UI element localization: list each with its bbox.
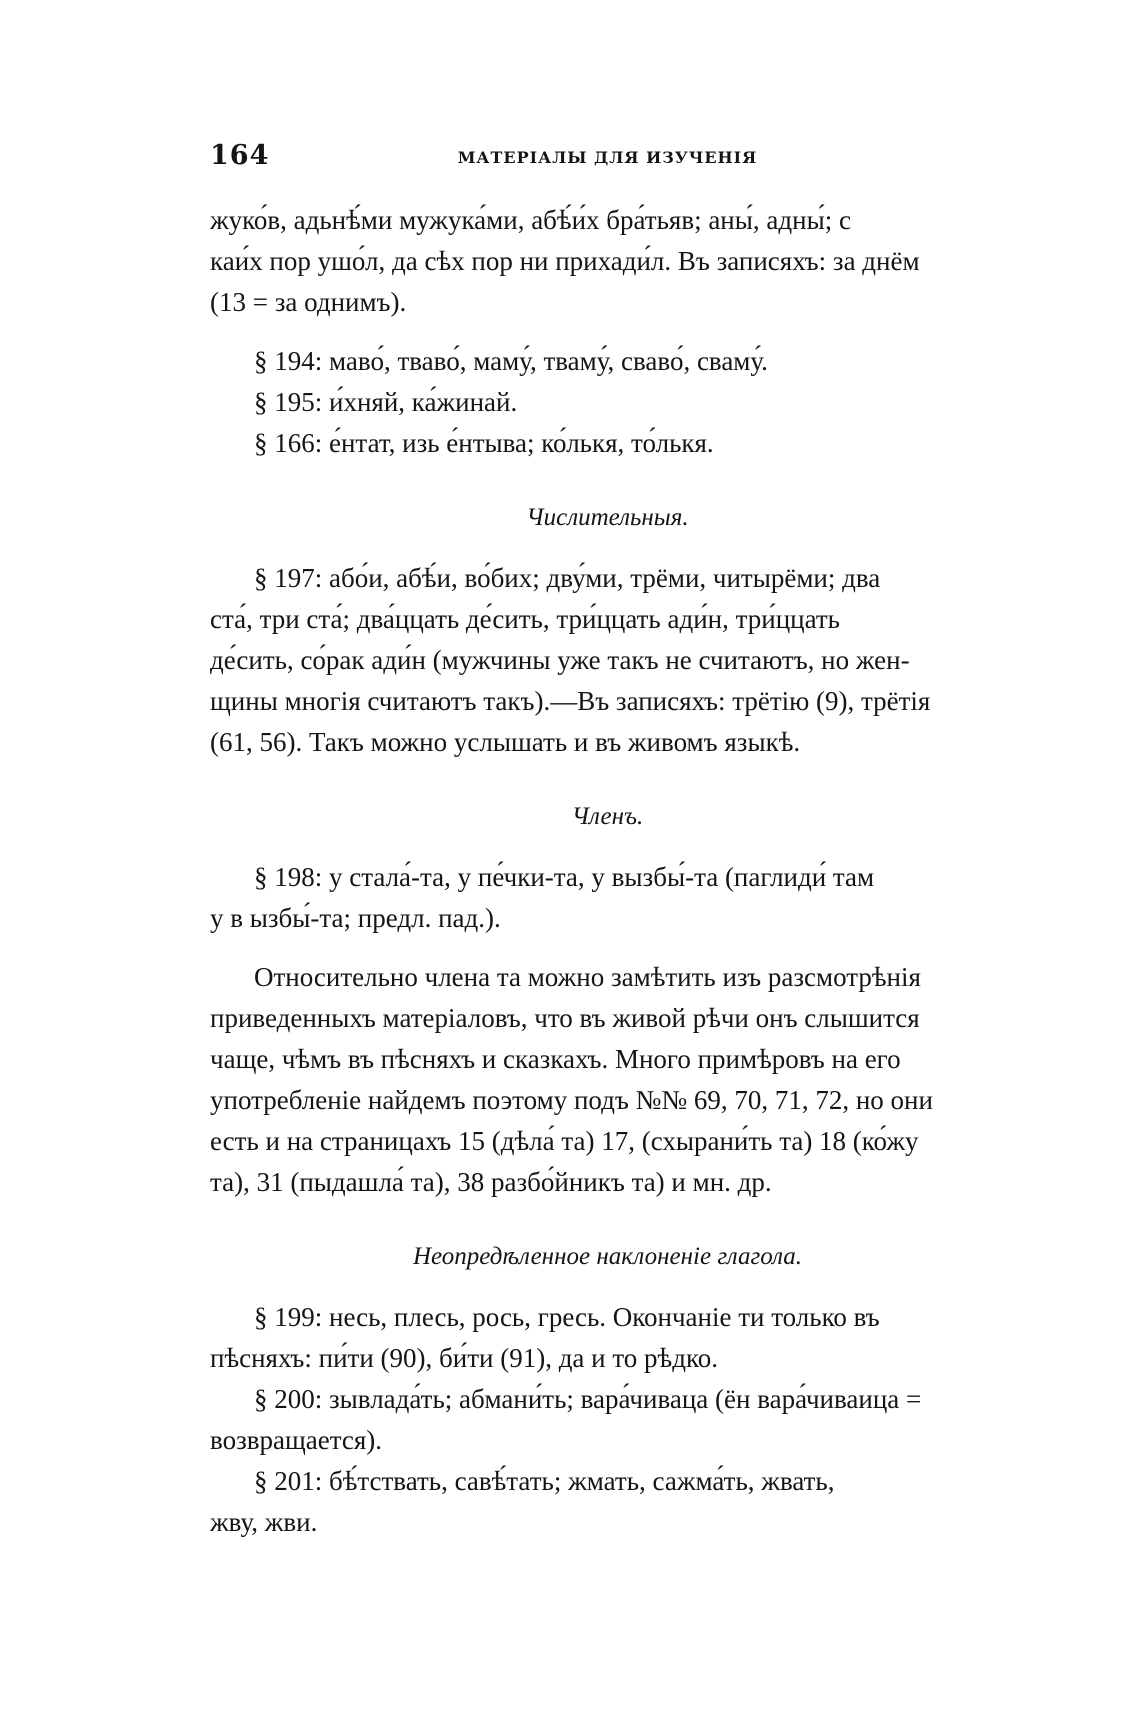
text-line: § 194: маво́, тваво́, маму́, тваму́, сваво́, сваму́.	[254, 346, 768, 376]
text-line: та), 31 (пыдашла́ та), 38 разбо́йникъ та) и мн. др.	[210, 1167, 772, 1197]
paragraph-195	[210, 382, 1005, 423]
text-line: у в ызбы́-та; предл. пад.).	[210, 903, 501, 933]
text-line: § 195: и́хняй, ка́жинай.	[254, 387, 518, 417]
text-line: § 197: або́и, абѣ́и, во́бих; дву́ми, трёми, читырёми; два	[254, 563, 881, 593]
text-line: жуко́в, адьнѣ́ми мужука́ми, абѣ́и́х бра́тьяв; аны́, адны́; с	[210, 205, 851, 235]
text-line: § 201: бѣ́тствать, савѣ́тать; жмать, сажма́ть, жвать,	[254, 1466, 835, 1496]
text-line: щины многія считаютъ такъ).—Въ записяхъ: трётію (9), трётія	[210, 686, 931, 716]
text-line: § 200: зывлада́ть; абмани́ть; вара́чиваца (ён вара́чиваица =	[254, 1384, 922, 1414]
text-line: § 198: у стала́-та, у пе́чки-та, у вызбы́-та (паглиди́ там	[254, 862, 875, 892]
text-line: каи́х пор ушо́л, да сѣх пор ни прихади́л. Въ записяхъ: за днём	[210, 246, 920, 276]
text-line: пѣсняхъ: пи́ти (90), би́ти (91), да и то рѣдко.	[210, 1343, 718, 1373]
paragraph-198	[210, 857, 1005, 939]
paragraph-201	[210, 1461, 1005, 1543]
book-page	[210, 140, 1005, 1543]
text-line: § 166: е́нтат, изь е́нтыва; ко́лькя, то́лькя.	[254, 428, 714, 458]
paragraph-194	[210, 341, 1005, 382]
intro-paragraph	[210, 200, 1005, 323]
paragraph-166	[210, 423, 1005, 464]
text-line: употребленіе найдемъ поэтому подъ №№ 69, 70, 71, 72, но они	[210, 1085, 933, 1115]
text-line: приведенныхъ матеріаловъ, что въ живой рѣчи онъ слышится	[210, 1003, 920, 1033]
paragraph-200	[210, 1379, 1005, 1461]
text-line: есть и на страницахъ 15 (дѣла́ та) 17, (схырани́ть та) 18 (ко́жу	[210, 1126, 919, 1156]
text-line: § 199: несь, плесь, рось, гресь. Окончаніе ти только въ	[254, 1302, 880, 1332]
text-line: чаще, чѣмъ въ пѣсняхъ и сказкахъ. Много примѣровъ на его	[210, 1044, 901, 1074]
text-line: Относительно члена та можно замѣтить изъ разсмотрѣнія	[254, 962, 921, 992]
page-header	[210, 140, 1005, 174]
text-line: де́сить, со́рак ади́н (мужчины уже такъ не считаютъ, но жен-	[210, 645, 910, 675]
paragraph-197	[210, 558, 1005, 763]
paragraph-199	[210, 1297, 1005, 1379]
section-heading-article: Членъ.	[571, 803, 644, 830]
article-paragraph	[210, 957, 1005, 1203]
section-heading-infinitive: Неопредѣленное наклоненіе глагола.	[412, 1243, 803, 1270]
section-heading-numerals: Числительныя.	[526, 504, 689, 531]
text-line: возвращается).	[210, 1425, 382, 1455]
text-line: жву, жви.	[210, 1507, 318, 1537]
running-head: МАТЕРІАЛЫ ДЛЯ ИЗУЧЕНІЯ	[457, 148, 758, 167]
text-line: ста́, три ста́; два́ццать де́сить, три́ццать ади́н, три́ццать	[210, 604, 840, 634]
text-line: (61, 56). Такъ можно услышать и въ живомъ языкѣ.	[210, 727, 801, 757]
page-number: 164	[210, 140, 270, 171]
text-line: (13 = за однимъ).	[210, 287, 407, 317]
